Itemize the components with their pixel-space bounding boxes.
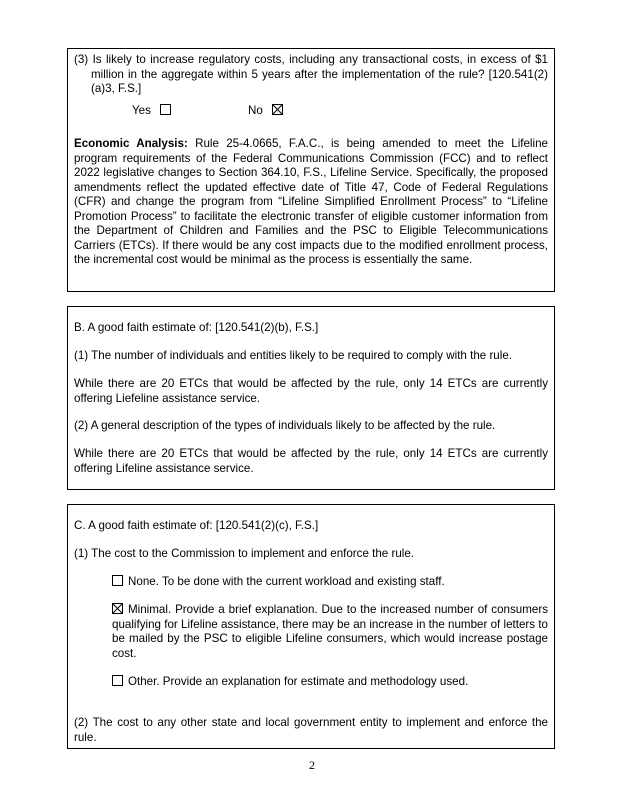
section-c-heading: C. A good faith estimate of: [120.541(2)(c), F.S.] xyxy=(74,519,319,532)
section-b-heading: B. A good faith estimate of: [120.541(2)(b), F.S.] xyxy=(74,321,319,334)
option-other-text: Other. Provide an explanation for estimate and methodology used. xyxy=(128,675,469,688)
option-none-text: None. To be done with the current workload and existing staff. xyxy=(128,575,445,588)
section-c-question-2: (2) The cost to any other state and local government entity to implement and enforce the rule. xyxy=(74,716,548,744)
section-b-answer-1: While there are 20 ETCs that would be affected by the rule, only 14 ETCs are currently offering Liefeline assistance service. xyxy=(74,377,548,405)
section-b-answer-2: While there are 20 ETCs that would be affected by the rule, only 14 ETCs are currently offering Lifeline assistance service. xyxy=(74,447,548,475)
regulatory-cost-question: (3) Is likely to increase regulatory costs, including any transactional costs, in excess of $1 million in the aggregate within 5 years after the implementation of the rule? [120.541(2)(a)3, F.S.] xyxy=(74,53,548,95)
section-a-box xyxy=(67,48,555,292)
no-checkbox[interactable] xyxy=(272,104,283,115)
section-b-box xyxy=(67,306,555,490)
yes-option xyxy=(132,104,176,119)
economic-analysis-text: Rule 25-4.0665, F.A.C., is being amended to meet the Lifeline program requirements of the Federal Communications Commission (FCC) and to reflect 2022 legislative changes to Section 364.10, F.S., Lifeline Service. Specifically, the proposed amendments reflect the updated effective date of Title 47, Code of Federal Regulations (CFR) and change the program from “Lifeline Simplified Enrollment Process” to “Lifeline Promotion Process” to facilitate the electronic transfer of eligible customer information from the Department of Children and Families and the PSC to Eligible Telecommunications Carriers (ETCs). If there would be any cost impacts due to the modified enrollment process, the incremental cost would be minimal as the process is essentially the same. xyxy=(74,137,548,266)
economic-analysis xyxy=(74,137,548,268)
no-option xyxy=(248,104,288,119)
economic-analysis-heading: Economic Analysis: xyxy=(74,137,188,150)
option-none xyxy=(112,575,548,590)
section-c-question-1: (1) The cost to the Commission to implement and enforce the rule. xyxy=(74,547,415,560)
other-checkbox[interactable] xyxy=(112,675,123,686)
section-b-question-1: (1) The number of individuals and entities likely to be required to comply with the rule. xyxy=(74,349,512,362)
no-label: No xyxy=(248,104,263,117)
section-c-box xyxy=(67,504,555,749)
option-minimal xyxy=(112,603,548,661)
section-b-question-2: (2) A general description of the types of individuals likely to be affected by the rule. xyxy=(74,419,496,432)
yes-label: Yes xyxy=(132,104,151,117)
option-minimal-text: Minimal. Provide a brief explanation. Due to the increased number of consumers qualifying for Lifeline assistance, there may be an increase in the number of letters to be mailed by the PSC to eligible Lifeline consumers, which would increase postage cost. xyxy=(112,603,548,660)
none-checkbox[interactable] xyxy=(112,575,123,586)
option-other xyxy=(112,675,548,690)
minimal-checkbox[interactable] xyxy=(112,603,123,614)
yes-checkbox[interactable] xyxy=(160,104,171,115)
page-number: 2 xyxy=(309,758,315,772)
